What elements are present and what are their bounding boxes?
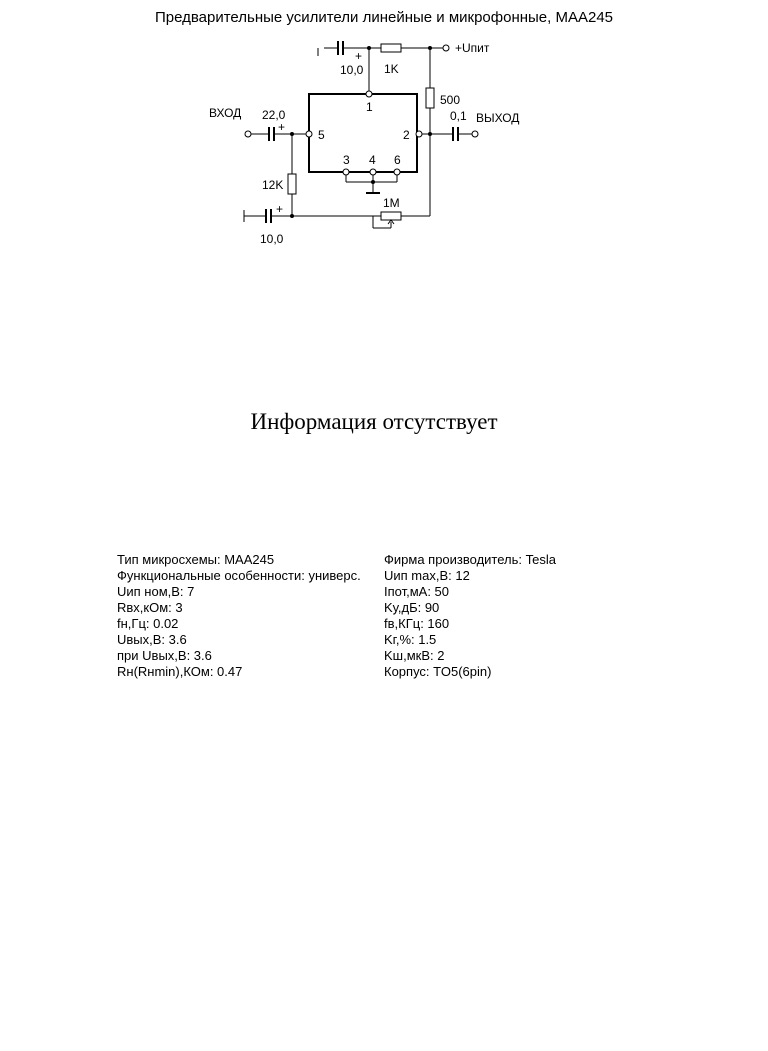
- spec-noise: Kш,мкВ: 2: [384, 648, 445, 663]
- label-r-trim: 1M: [383, 196, 400, 210]
- pin-3-label: 3: [343, 153, 350, 167]
- pin-6-label: 6: [394, 153, 401, 167]
- spec-gain: Kу,дБ: 90: [384, 600, 440, 615]
- label-supply: +Uпит: [455, 41, 490, 55]
- resistor-1k: [381, 44, 401, 52]
- ic-body: [309, 94, 417, 172]
- pin-1-label: 1: [366, 100, 373, 114]
- pin-2-label: 2: [403, 128, 410, 142]
- pin-4-label: 4: [369, 153, 376, 167]
- specs-right-column: [384, 552, 556, 680]
- label-output: ВЫХОД: [476, 111, 520, 125]
- label-c-supply: 10,0: [340, 63, 364, 77]
- spec-at-output-voltage: при Uвых,В: 3.6: [117, 648, 212, 663]
- spec-output-voltage: Uвых,В: 3.6: [117, 632, 187, 647]
- spec-package: Корпус: TO5(6pin): [384, 664, 492, 679]
- resistor-500: [426, 88, 434, 108]
- spec-distortion: Kг,%: 1.5: [384, 632, 437, 647]
- label-c-input: 22,0: [262, 108, 286, 122]
- circuit-schematic: [0, 0, 768, 260]
- resistor-12k: [288, 174, 296, 194]
- supply-terminal: [443, 45, 449, 51]
- spec-manufacturer: Фирма производитель: Tesla: [384, 552, 556, 567]
- pin-5-label: 5: [318, 128, 325, 142]
- label-c-output: 0,1: [450, 109, 467, 123]
- spec-high-frequency: fв,КГц: 160: [384, 616, 450, 631]
- resistor-1m: [381, 212, 401, 220]
- spec-supply-nominal: Uип ном,В: 7: [117, 584, 195, 599]
- spec-features: Функциональные особенности: универс.: [117, 568, 361, 583]
- label-input: ВХОД: [209, 106, 242, 120]
- label-c-supply-plus: +: [355, 49, 363, 63]
- page-title: Предварительные усилители линейные и микрофонные, МАА245: [154, 9, 614, 26]
- label-c-feedback: 10,0: [260, 232, 284, 246]
- spec-load-resistance: Rн(Rнmin),КОм: 0.47: [117, 664, 243, 679]
- input-terminal: [245, 131, 251, 137]
- spec-supply-max: Uип max,В: 12: [384, 568, 470, 583]
- specs-left-column: [117, 552, 361, 680]
- label-c-feedback-plus: +: [276, 202, 284, 216]
- spec-chip-type: Тип микросхемы: МАА245: [117, 552, 275, 567]
- spec-low-frequency: fн,Гц: 0.02: [117, 616, 179, 631]
- label-r-supply: 1K: [384, 62, 399, 76]
- label-c-input-plus: +: [278, 120, 286, 134]
- spec-current: Iпот,мА: 50: [384, 584, 450, 599]
- label-r-bias: 12K: [262, 178, 284, 192]
- spec-input-resistance: Rвх,кОм: 3: [117, 600, 183, 615]
- label-r-load: 500: [440, 93, 461, 107]
- output-terminal: [472, 131, 478, 137]
- no-info-message: Информация отсутствует: [250, 409, 498, 434]
